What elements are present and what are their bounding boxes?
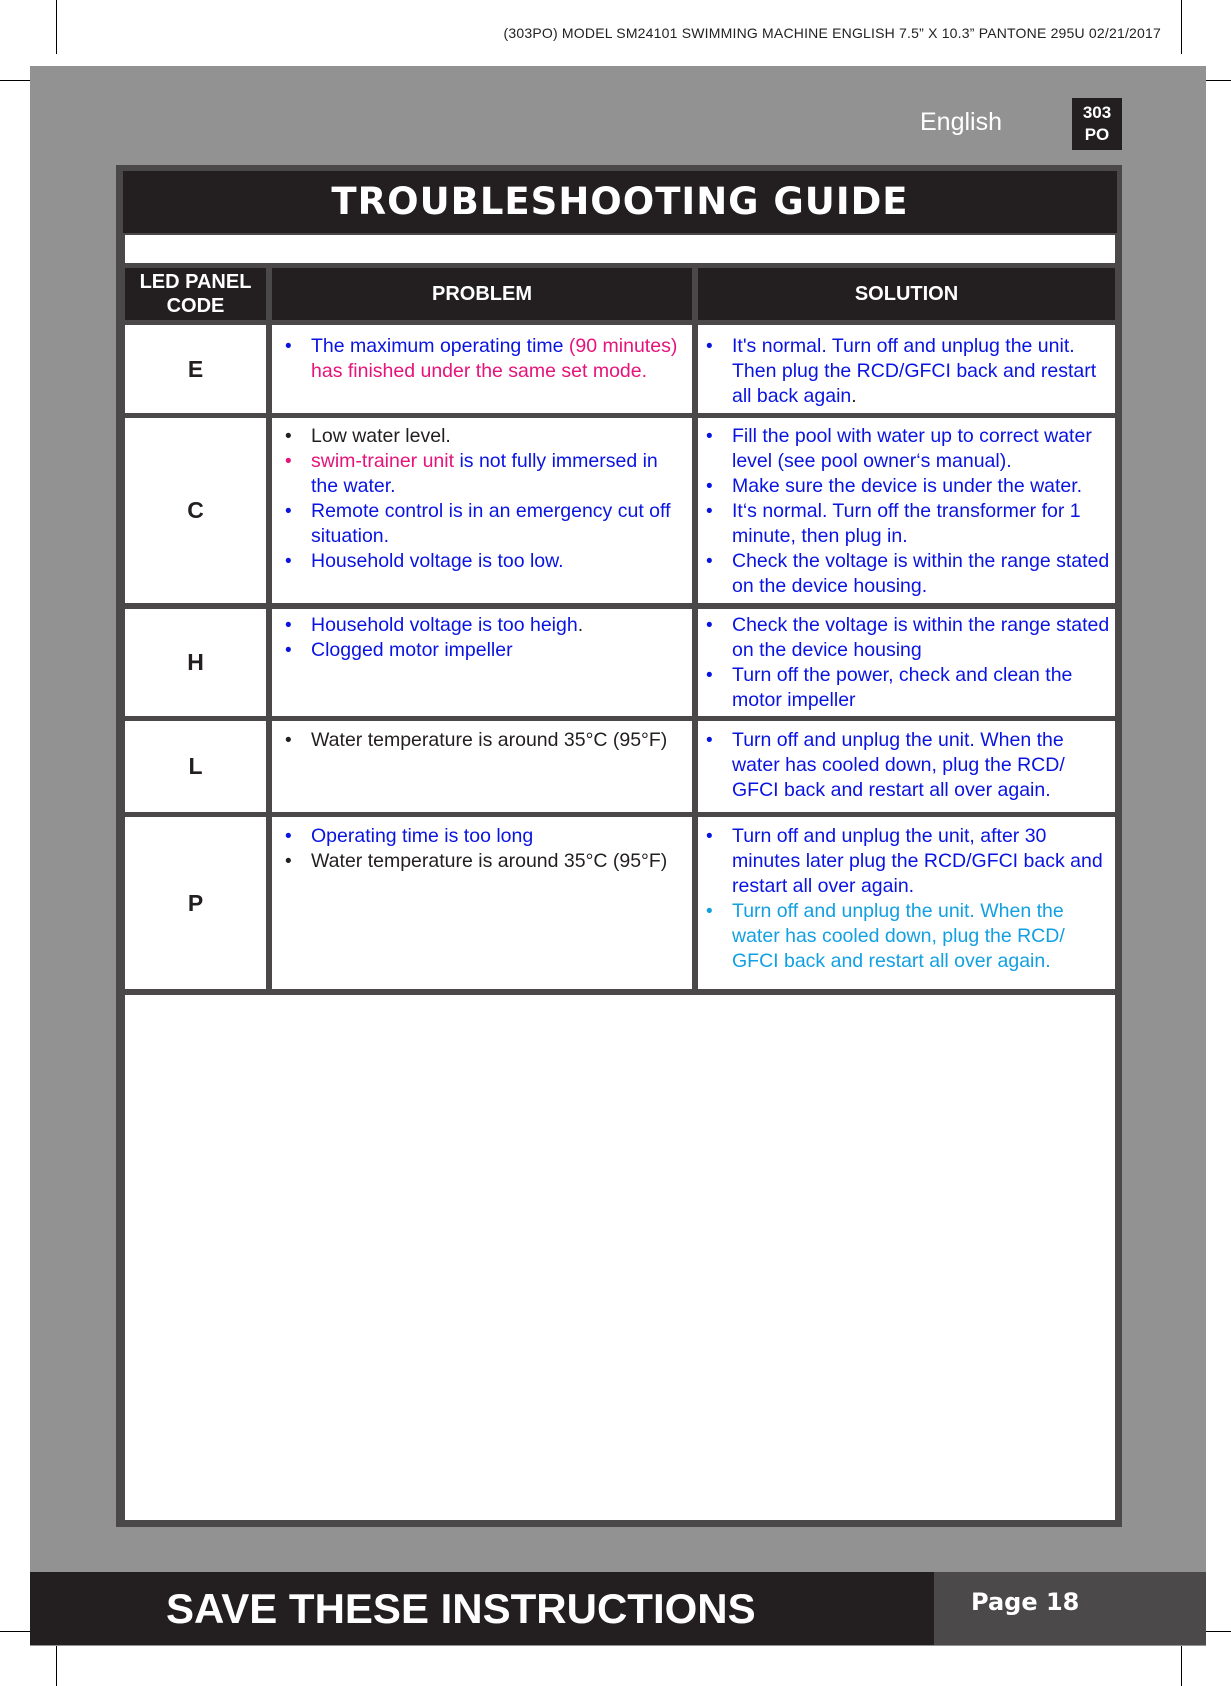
header-problem: PROBLEM	[272, 268, 692, 320]
row-problem	[272, 325, 692, 413]
row-code: H	[125, 609, 266, 716]
language-label: English	[920, 108, 1002, 136]
problem-item	[276, 849, 684, 874]
solution-list	[698, 334, 1115, 409]
table-spacer	[125, 235, 1115, 263]
footer-save-text: SAVE THESE INSTRUCTIONS	[166, 1585, 756, 1632]
solution-item	[698, 474, 1115, 499]
text-segment: .	[577, 614, 584, 636]
solution-item	[698, 728, 1115, 803]
text-segment: Household voltage is too low.	[311, 550, 564, 572]
text-segment: Household voltage is too heigh	[311, 614, 578, 636]
problem-list	[276, 728, 684, 753]
row-problem	[272, 817, 692, 989]
model-badge	[1072, 98, 1122, 150]
row-code: E	[125, 325, 266, 413]
solution-list	[698, 824, 1115, 974]
text-segment: Clogged motor impeller	[311, 639, 513, 661]
text-segment: Turn off and unplug the unit. When the water has cooled down, plug the RCD/ GFCI back and restart all over again.	[732, 900, 1065, 972]
header-led-code	[125, 268, 266, 320]
page-number: Page 18	[971, 1588, 1080, 1616]
row-solution	[698, 418, 1115, 603]
row-solution	[698, 609, 1115, 716]
footer-page-box	[934, 1572, 1206, 1645]
solution-item	[698, 424, 1115, 474]
row-problem	[272, 609, 692, 716]
footer-save-bar	[30, 1572, 934, 1645]
text-segment: Remote control is in an emergency cut off situation.	[311, 500, 671, 547]
row-solution	[698, 817, 1115, 989]
problem-list	[276, 613, 684, 663]
solution-list	[698, 613, 1115, 713]
solution-list	[698, 424, 1115, 599]
badge-line-1: 303	[1082, 103, 1112, 122]
row-solution	[698, 325, 1115, 413]
problem-item	[276, 638, 684, 663]
solution-item	[698, 613, 1115, 663]
text-segment: Turn off the power, check and clean the motor impeller	[732, 664, 1073, 711]
problem-item	[276, 728, 684, 753]
print-slug: (303PO) MODEL SM24101 SWIMMING MACHINE ENGLISH 7.5” X 10.3” PANTONE 295U 02/21/2017	[503, 25, 1161, 41]
text-segment: Low water level.	[311, 425, 451, 447]
problem-item	[276, 824, 684, 849]
crop-mark	[1181, 1646, 1182, 1686]
crop-mark	[56, 1646, 57, 1686]
solution-item	[698, 663, 1115, 713]
text-segment: Water temperature is around 35°C (95°F)	[311, 850, 668, 872]
text-segment: Operating time is too long	[311, 825, 534, 847]
badge-line-2: PO	[1084, 125, 1110, 144]
text-segment: It‘s normal. Turn off the transformer for 1 minute, then plug in.	[732, 500, 1081, 547]
problem-item	[276, 499, 684, 549]
solution-item	[698, 824, 1115, 899]
text-segment: Water temperature is around 35°C (95°F)	[311, 729, 668, 751]
empty-notes-area	[125, 995, 1115, 1520]
text-segment: is not fully immersed in the water.	[311, 450, 658, 497]
crop-mark	[56, 0, 57, 54]
header-solution: SOLUTION	[698, 268, 1115, 320]
row-problem	[272, 418, 692, 603]
text-segment: Make sure the device is under the water.	[732, 475, 1083, 497]
problem-item	[276, 449, 684, 499]
header-led-code-line-2: CODE	[166, 295, 225, 317]
problem-item	[276, 424, 684, 449]
problem-list	[276, 424, 684, 574]
text-segment: Check the voltage is within the range stated on the device housing.	[732, 550, 1110, 597]
solution-item	[698, 899, 1115, 974]
text-segment: Turn off and unplug the unit, after 30 minutes later plug the RCD/GFCI back and restart all over again.	[732, 825, 1103, 897]
solution-item	[698, 499, 1115, 549]
text-segment: .	[851, 385, 857, 407]
solution-item	[698, 549, 1115, 599]
problem-item	[276, 549, 684, 574]
text-segment: swim-trainer unit	[311, 450, 455, 472]
crop-mark	[1181, 0, 1182, 54]
text-segment: It's normal. Turn off and unplug the unit. Then plug the RCD/GFCI back and restart all back again	[732, 335, 1097, 407]
problem-item	[276, 613, 684, 638]
solution-list	[698, 728, 1115, 803]
problem-list	[276, 824, 684, 874]
text-segment: (90 minutes) has finished under the same set mode.	[311, 335, 678, 382]
row-code: L	[125, 721, 266, 812]
row-problem	[272, 721, 692, 812]
page-title: TROUBLESHOOTING GUIDE	[123, 171, 1117, 233]
solution-item	[698, 334, 1115, 409]
text-segment: Check the voltage is within the range stated on the device housing	[732, 614, 1110, 661]
text-segment: Turn off and unplug the unit. When the water has cooled down, plug the RCD/ GFCI back and restart all over again.	[732, 729, 1065, 801]
problem-list	[276, 334, 684, 384]
text-segment: Fill the pool with water up to correct water level (see pool owner‘s manual).	[732, 425, 1092, 472]
header-led-code-line-1: LED PANEL	[139, 271, 252, 293]
problem-item	[276, 334, 684, 384]
row-solution	[698, 721, 1115, 812]
text-segment: The maximum operating time	[311, 335, 564, 357]
row-code: P	[125, 817, 266, 989]
row-code: C	[125, 418, 266, 603]
